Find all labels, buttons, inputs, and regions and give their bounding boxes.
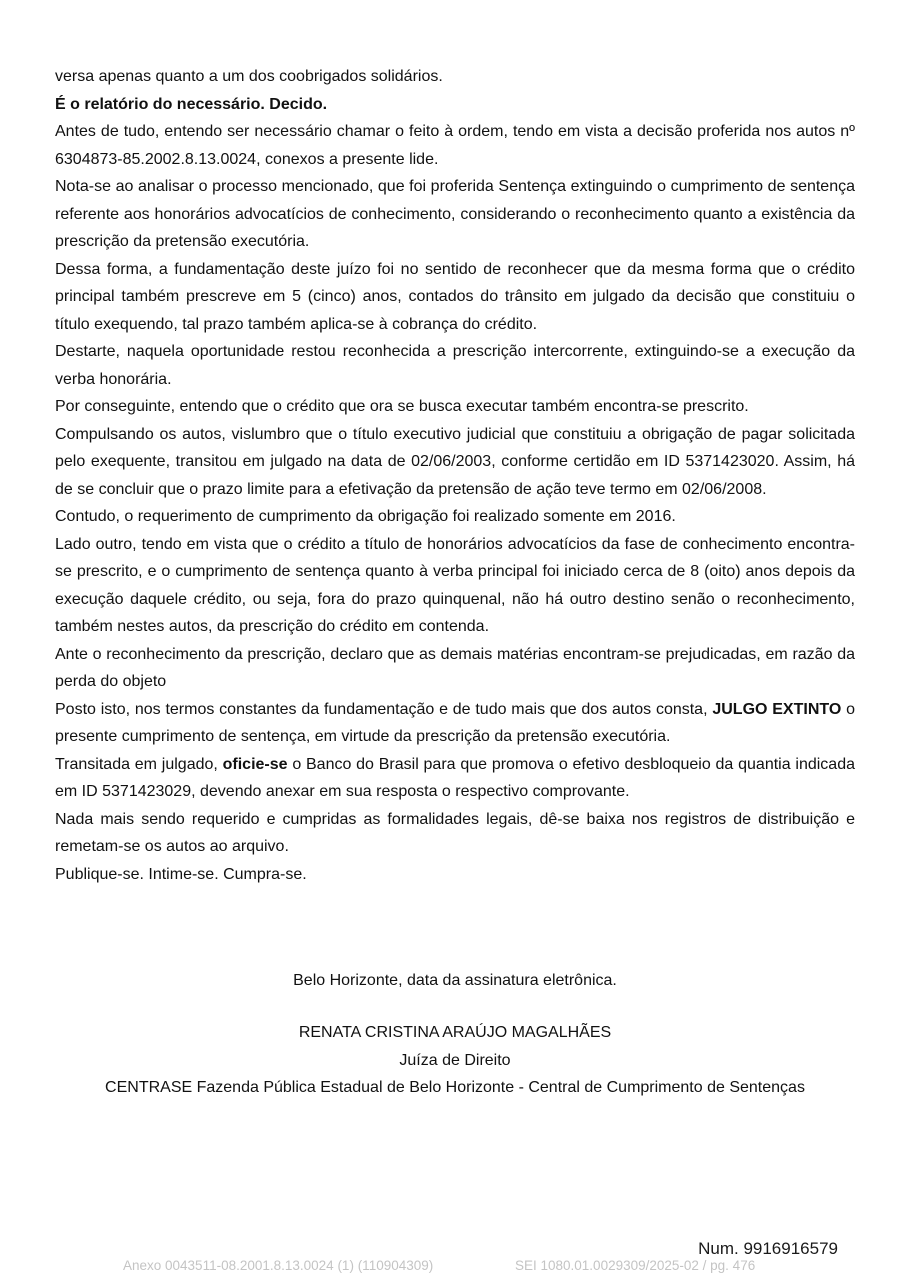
paragraph-bank-order	[55, 751, 855, 806]
paragraph-prior-sentence	[55, 173, 855, 256]
paragraph-intercurrent-prescription	[55, 338, 855, 393]
judge-name: RENATA CRISTINA ARAÚJO MAGALHÃES	[298, 1024, 612, 1041]
paragraph-text: Compulsando os autos, vislumbro que o título executivo judicial que constituiu a obrigação de pagar solicitada pelo exequente, transitou em julgado na data de 02/06/2003, conforme certidão em ID 5371423020. Assim, há de se concluir que o prazo limite para a efetivação da pretensão de ação teve termo em 02/06/2008.	[55, 425, 855, 498]
paragraph-text: o Banco do Brasil para que promova o efetivo desbloqueio da quantia indicada em ID 5371423029, devendo anexar em sua resposta o respectivo comprovante.	[55, 755, 855, 800]
paragraph-archive	[55, 806, 855, 861]
paragraph-text: Por conseguinte, entendo que o crédito que ora se busca executar também encontra-se prescrito.	[55, 398, 749, 415]
paragraph-text: Posto isto, nos termos constantes da fundamentação e de tudo mais que dos autos consta,	[55, 700, 713, 718]
paragraph-text: Destarte, naquela oportunidade restou reconhecida a prescrição intercorrente, extinguindo-se a execução da verba honorária.	[55, 343, 855, 388]
paragraph-text: Nada mais sendo requerido e cumpridas as formalidades legais, dê-se baixa nos registros de distribuição e remetam-se os autos ao arquivo.	[55, 810, 855, 855]
paragraph-ruling	[55, 696, 855, 751]
paragraph-request-date	[55, 503, 855, 531]
paragraph-report-decision	[55, 91, 855, 119]
paragraph-publish	[55, 861, 855, 889]
decision-body	[55, 63, 855, 888]
paragraph-text: Transitada em julgado,	[55, 755, 223, 773]
paragraph-text: o presente cumprimento de sentença, em virtude da prescrição da pretensão executória.	[55, 700, 856, 745]
annex-watermark: Anexo 0043511-08.2001.8.13.0024 (1) (110904309)	[123, 1258, 434, 1273]
sei-watermark: SEI 1080.01.0029309/2025-02 / pg. 476	[515, 1258, 756, 1273]
signature-place-date: Belo Horizonte, data da assinatura eletrônica.	[293, 972, 617, 989]
paragraph-record-analysis	[55, 421, 855, 504]
judge-role: Juíza de Direito	[399, 1051, 511, 1069]
paragraph-text: Publique-se. Intime-se. Cumpra-se.	[55, 865, 307, 883]
signature-block	[0, 1019, 910, 1102]
paragraph-continuation	[55, 63, 855, 91]
paragraph-text: Lado outro, tendo em vista que o crédito a título de honorários advocatícios da fase de conhecimento encontra-se prescrito, e o cumprimento de sentença quanto à verba principal foi iniciado cerca de 8 (oito) anos depois da execução daquele crédito, ou seja, fora do prazo quinquenal, não há outro destino senão o reconhecimento, também nestes autos, da prescrição do crédito em contenda.	[55, 535, 855, 635]
paragraph-preliminary	[55, 118, 855, 173]
paragraph-text: Dessa forma, a fundamentação deste juízo foi no sentido de reconhecer que da mesma forma que o crédito principal também prescreve em 5 (cinco) anos, contados do trânsito em julgado da decisão que constituiu o título exequendo, tal prazo também aplica-se à cobrança do crédito.	[55, 260, 855, 333]
paragraph-text: versa apenas quanto a um dos coobrigados solidários.	[55, 68, 443, 85]
paragraph-conclusion-reasoning	[55, 531, 855, 641]
court-name: CENTRASE Fazenda Pública Estadual de Belo Horizonte - Central de Cumprimento de Sentenças	[105, 1079, 805, 1096]
document-number: Num. 9916916579	[698, 1239, 838, 1258]
paragraph-text: Nota-se ao analisar o processo mencionado, que foi proferida Sentença extinguindo o cumprimento de sentença referente aos honorários advocatícios de conhecimento, considerando o reconhecimento quanto a existência da prescrição da pretensão executória.	[55, 178, 855, 250]
paragraph-text: Antes de tudo, entendo ser necessário chamar o feito à ordem, tendo em vista a decisão proferida nos autos nº 6304873-85.2002.8.13.0024, conexos a presente lide.	[55, 123, 855, 168]
paragraph-text-bold: É o relatório do necessário. Decido.	[55, 95, 328, 113]
paragraph-prejudiced-matters	[55, 641, 855, 696]
paragraph-text: Contudo, o requerimento de cumprimento da obrigação foi realizado somente em 2016.	[55, 508, 676, 525]
paragraph-reasoning	[55, 256, 855, 339]
paragraph-consequence	[55, 393, 855, 421]
paragraph-text: Ante o reconhecimento da prescrição, declaro que as demais matérias encontram-se prejudicadas, em razão da perda do objeto	[55, 645, 855, 690]
ruling-bold-text: JULGO EXTINTO	[712, 700, 842, 718]
order-bold-text: oficie-se	[222, 755, 288, 773]
